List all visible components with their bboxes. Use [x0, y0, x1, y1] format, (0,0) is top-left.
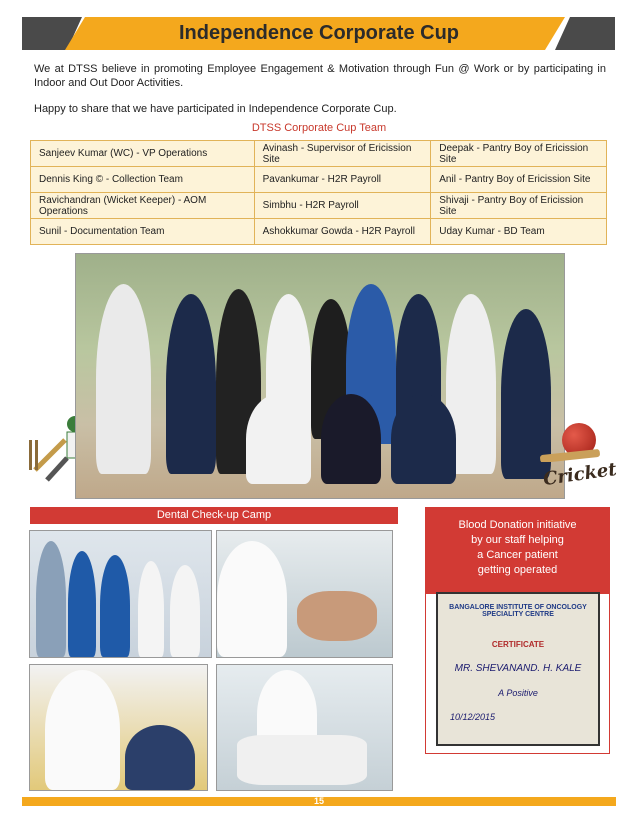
- table-cell: Anil - Pantry Boy of Ericission Site: [431, 167, 607, 193]
- page-title: Independence Corporate Cup: [178, 22, 460, 44]
- team-title: DTSS Corporate Cup Team: [251, 122, 387, 134]
- heading-line: getting operated: [477, 564, 558, 576]
- table-cell: Pavankumar - H2R Payroll: [254, 167, 431, 193]
- certificate-blood-group: A Positive: [498, 688, 538, 698]
- donation-certificate: [436, 592, 600, 746]
- table-row: [31, 167, 607, 193]
- page-number: 15: [313, 796, 324, 806]
- table-cell: Ashokkumar Gowda - H2R Payroll: [254, 219, 431, 245]
- certificate-donor: MR. SHEVANAND. H. KALE: [454, 663, 582, 674]
- share-paragraph: Happy to share that we have participated in Independence Corporate Cup.: [34, 103, 397, 115]
- cricket-bat-icon: [540, 448, 610, 462]
- table-cell: Deepak - Pantry Boy of Ericission Site: [431, 141, 607, 167]
- table-cell: Avinash - Supervisor of Ericission Site: [254, 141, 431, 167]
- dental-team-photo: [29, 530, 212, 658]
- team-table: [30, 140, 607, 245]
- table-row: [31, 219, 607, 245]
- table-cell: Shivaji - Pantry Boy of Ericission Site: [431, 193, 607, 219]
- table-cell: Sunil - Documentation Team: [31, 219, 255, 245]
- heading-line: by our staff helping: [471, 534, 564, 546]
- cricket-label: Cricket: [541, 458, 618, 491]
- title-banner: [0, 17, 638, 50]
- blood-donation-panel: [425, 507, 610, 754]
- table-cell: Sanjeev Kumar (WC) - VP Operations: [31, 141, 255, 167]
- dental-checkup-photo-1: [216, 530, 393, 658]
- table-cell: Dennis King © - Collection Team: [31, 167, 255, 193]
- intro-paragraph: We at DTSS believe in promoting Employee Engagement & Motivation through Fun @ Work or by participating in Indoor and Out Door Activities.: [34, 63, 606, 89]
- certificate-heading: CERTIFICATE: [491, 640, 545, 649]
- dental-checkup-photo-3: [216, 664, 393, 791]
- table-row: [31, 193, 607, 219]
- heading-line: Blood Donation initiative: [458, 519, 577, 531]
- blood-donation-heading: [426, 508, 609, 594]
- dental-checkup-photo-2: [29, 664, 208, 791]
- heading-line: a Cancer patient: [477, 549, 558, 561]
- table-cell: Simbhu - H2R Payroll: [254, 193, 431, 219]
- certificate-institute: BANGALORE INSTITUTE OF ONCOLOGY SPECIALITY CENTRE: [449, 604, 587, 618]
- dental-camp-heading: Dental Check-up Camp: [30, 507, 398, 524]
- certificate-date: 10/12/2015: [450, 712, 496, 722]
- table-cell: Ravichandran (Wicket Keeper) - AOM Operations: [31, 193, 255, 219]
- cricket-team-photo: [75, 253, 565, 499]
- table-cell: Uday Kumar - BD Team: [431, 219, 607, 245]
- table-row: [31, 141, 607, 167]
